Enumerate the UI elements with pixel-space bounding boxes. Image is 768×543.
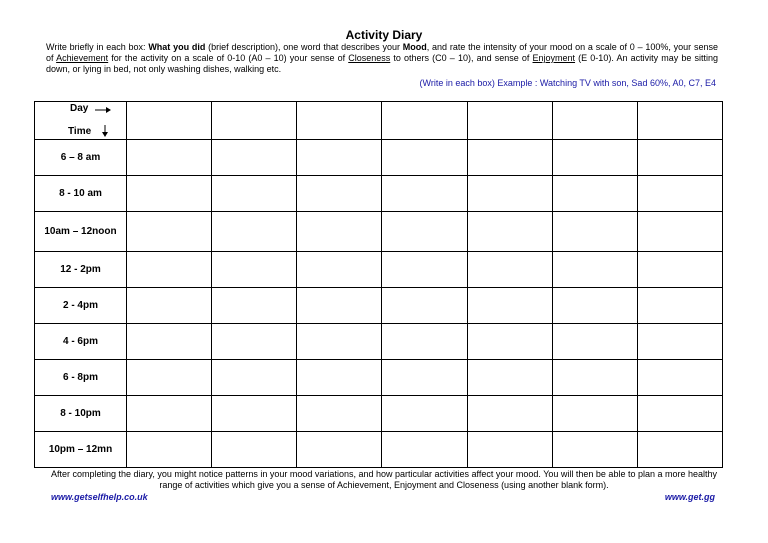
diary-entry-cell[interactable]: [637, 140, 722, 176]
diary-entry-cell[interactable]: [382, 324, 467, 360]
diary-entry-cell[interactable]: [212, 252, 297, 288]
diary-entry-cell[interactable]: [297, 140, 382, 176]
time-slot-row: [35, 432, 723, 468]
time-slot-row: [35, 212, 723, 252]
diary-entry-cell[interactable]: [552, 212, 637, 252]
diary-entry-cell[interactable]: [552, 102, 637, 140]
diary-entry-cell[interactable]: [552, 140, 637, 176]
diary-entry-cell[interactable]: [552, 360, 637, 396]
diary-entry-cell[interactable]: [212, 324, 297, 360]
diary-entry-cell[interactable]: [212, 212, 297, 252]
diary-entry-cell[interactable]: [212, 140, 297, 176]
instructions-underline-achievement: Achievement: [56, 53, 109, 63]
instructions-text: , and rate the intensity of your mood on a scale of 0 – 100%, your sense of: [46, 42, 718, 63]
diary-entry-cell[interactable]: [382, 396, 467, 432]
diary-entry-cell[interactable]: [637, 102, 722, 140]
diary-entry-cell[interactable]: [467, 140, 552, 176]
time-slot-row: [35, 252, 723, 288]
diary-entry-cell[interactable]: [382, 140, 467, 176]
table-header-row: [35, 102, 723, 140]
diary-entry-cell[interactable]: [212, 288, 297, 324]
diary-entry-cell[interactable]: [552, 432, 637, 468]
diary-entry-cell[interactable]: [637, 288, 722, 324]
diary-entry-cell[interactable]: [297, 288, 382, 324]
diary-entry-cell[interactable]: [467, 360, 552, 396]
diary-entry-cell[interactable]: [297, 102, 382, 140]
diary-entry-cell[interactable]: [297, 324, 382, 360]
diary-entry-cell[interactable]: [297, 396, 382, 432]
instructions-bold-what-you-did: What you did: [148, 42, 206, 52]
time-label: Time: [68, 126, 92, 137]
website-link-right[interactable]: www.get.gg: [664, 492, 715, 502]
diary-entry-cell[interactable]: [637, 176, 722, 212]
diary-entry-cell[interactable]: [637, 324, 722, 360]
diary-entry-cell[interactable]: [467, 212, 552, 252]
instructions-text: for the activity on a scale of 0-10 (A0 – 10) your sense of: [108, 53, 349, 63]
diary-entry-cell[interactable]: [212, 396, 297, 432]
page-title: Activity Diary: [345, 28, 423, 42]
diary-entry-cell[interactable]: [382, 288, 467, 324]
diary-entry-cell[interactable]: [382, 252, 467, 288]
day-label: Day: [70, 103, 89, 114]
instructions-text: (E 0-10). An activity may be sitting down, or lying in bed, not only washing dishes, walking etc.: [46, 53, 719, 74]
time-slot-row: [35, 396, 723, 432]
time-slot-row: [35, 140, 723, 176]
diary-entry-cell[interactable]: [127, 432, 212, 468]
diary-entry-cell[interactable]: [212, 360, 297, 396]
instructions-underline-closeness: Closeness: [348, 53, 391, 63]
diary-entry-cell[interactable]: [637, 212, 722, 252]
diary-entry-cell[interactable]: [127, 360, 212, 396]
diary-entry-cell[interactable]: [382, 432, 467, 468]
diary-entry-cell[interactable]: [552, 176, 637, 212]
diary-entry-cell[interactable]: [127, 176, 212, 212]
time-slot-row: [35, 176, 723, 212]
instructions-text: to others (C0 – 10), and sense of: [390, 53, 533, 63]
diary-entry-cell[interactable]: [297, 176, 382, 212]
diary-entry-cell[interactable]: [382, 360, 467, 396]
time-slot-label: 8 - 10pm: [35, 396, 127, 432]
diary-entry-cell[interactable]: [127, 102, 212, 140]
diary-entry-cell[interactable]: [297, 212, 382, 252]
diary-table: [34, 101, 723, 468]
diary-entry-cell[interactable]: [212, 176, 297, 212]
website-link-left[interactable]: www.getselfhelp.co.uk: [51, 492, 148, 502]
diary-entry-cell[interactable]: [382, 212, 467, 252]
diary-entry-cell[interactable]: [127, 140, 212, 176]
diary-entry-cell[interactable]: [552, 396, 637, 432]
time-slot-label: 4 - 6pm: [35, 324, 127, 360]
diary-entry-cell[interactable]: [467, 102, 552, 140]
instructions-underline-enjoyment: Enjoyment: [532, 53, 576, 63]
instructions: [46, 42, 718, 75]
time-slot-label: 6 – 8 am: [35, 140, 127, 176]
diary-entry-cell[interactable]: [127, 288, 212, 324]
time-slot-label: 6 - 8pm: [35, 360, 127, 396]
diary-entry-cell[interactable]: [552, 288, 637, 324]
instructions-text: (brief description), one word that describes your: [205, 42, 403, 52]
diary-entry-cell[interactable]: [467, 324, 552, 360]
diary-entry-cell[interactable]: [382, 176, 467, 212]
arrow-right-icon: [95, 106, 111, 114]
diary-entry-cell[interactable]: [127, 396, 212, 432]
diary-entry-cell[interactable]: [637, 252, 722, 288]
diary-entry-cell[interactable]: [212, 102, 297, 140]
instructions-text: Write briefly in each box:: [46, 42, 149, 52]
diary-entry-cell[interactable]: [127, 252, 212, 288]
diary-entry-cell[interactable]: [637, 396, 722, 432]
time-slot-label: 12 - 2pm: [35, 252, 127, 288]
diary-entry-cell[interactable]: [467, 396, 552, 432]
diary-entry-cell[interactable]: [467, 176, 552, 212]
diary-entry-cell[interactable]: [637, 360, 722, 396]
diary-entry-cell[interactable]: [127, 212, 212, 252]
diary-entry-cell[interactable]: [127, 324, 212, 360]
day-time-header-cell: [35, 102, 127, 140]
diary-entry-cell[interactable]: [467, 288, 552, 324]
diary-entry-cell[interactable]: [467, 252, 552, 288]
arrow-down-icon: [101, 125, 109, 137]
diary-entry-cell[interactable]: [297, 360, 382, 396]
diary-entry-cell[interactable]: [637, 432, 722, 468]
time-slot-label: 10am – 12noon: [35, 212, 127, 252]
example-line: (Write in each box) Example : Watching TV with son, Sad 60%, A0, C7, E4: [419, 78, 716, 88]
footer-note: After completing the diary, you might notice patterns in your mood variations, and how particular activities affect your mood. You will then be able to plan a more healthy range of activities which give you a sense of Achievement, Enjoyment and Closeness (using another blank form).: [50, 469, 718, 490]
diary-entry-cell[interactable]: [382, 102, 467, 140]
time-slot-row: [35, 360, 723, 396]
diary-entry-cell[interactable]: [212, 432, 297, 468]
diary-entry-cell[interactable]: [297, 432, 382, 468]
instructions-bold-mood: Mood: [402, 42, 427, 52]
time-slot-row: [35, 324, 723, 360]
time-slot-label: 2 - 4pm: [35, 288, 127, 324]
diary-entry-cell[interactable]: [297, 252, 382, 288]
time-slot-row: [35, 288, 723, 324]
diary-entry-cell[interactable]: [467, 432, 552, 468]
time-slot-label: 10pm – 12mn: [35, 432, 127, 468]
diary-entry-cell[interactable]: [552, 324, 637, 360]
time-slot-label: 8 - 10 am: [35, 176, 127, 212]
diary-entry-cell[interactable]: [552, 252, 637, 288]
